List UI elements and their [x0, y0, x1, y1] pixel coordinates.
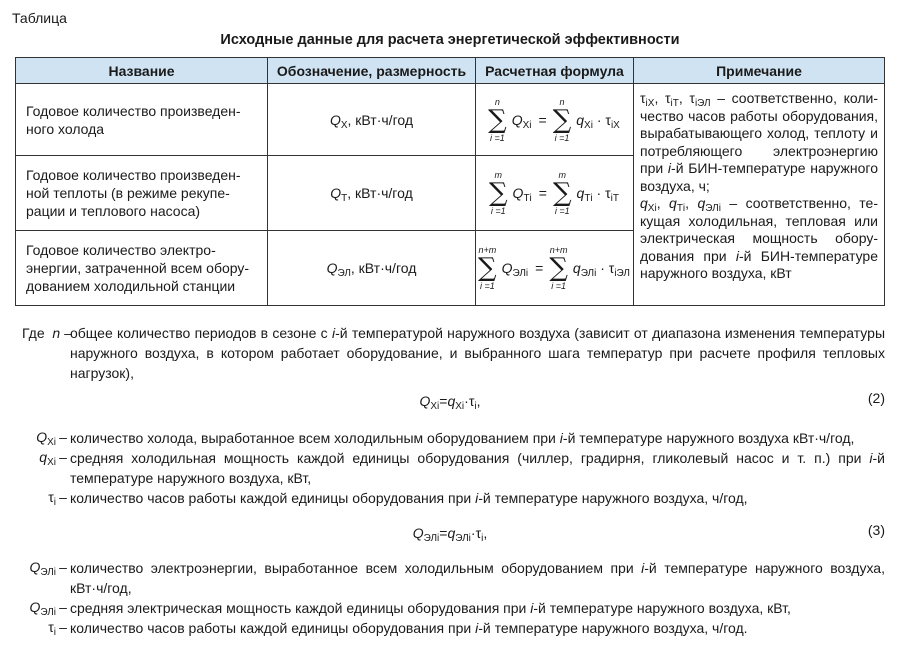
definitions-3 — [0, 558, 885, 638]
row-formula: n ∑ i =1 $Q_{Хi}$ = n ∑ i =1 $q_{Хi} \cdot \tau_{iХ}$ — [476, 84, 634, 156]
equation-2-number: (2) — [867, 390, 885, 406]
row-name: Годовое количество электроэнергии, затраченной всем оборудованием холодильной станции — [16, 231, 268, 306]
row-symbol: $Q_{ЭЛ}$, кВт·ч/год — [268, 231, 476, 306]
table-label: Таблица — [12, 10, 67, 26]
table-row — [16, 84, 885, 156]
sum-symbol: n ∑ i =1 — [488, 96, 507, 143]
header-formula: Расчетная формула — [476, 58, 634, 84]
row-formula: m ∑ i =1 $Q_{Тi}$ = m ∑ i =1 $q_{Тi} \cdot \tau_{iТ}$ — [476, 156, 634, 231]
row-symbol: $Q_Х$, кВт·ч/год — [268, 84, 476, 156]
row-name: Годовое количество произведенной теплоты (в режиме рекуперации и теплового насоса) — [16, 156, 268, 231]
header-name: Название — [16, 58, 268, 84]
row-name: Годовое количество произведенного холода — [16, 84, 268, 156]
definition-item: $Q_{ЭЛi}$ – количество электроэнергии, выработанное всем холодильным оборудованием при i-й температуре наружного воздуха, кВт·ч/год, — [29, 559, 885, 596]
header-note: Примечание — [634, 58, 885, 84]
table-title: Исходные данные для расчета энергетической эффективности — [220, 32, 680, 48]
definition-item: $\tau_i$ – количество часов работы каждой единицы оборудования при i-й температуре наружного воздуха, ч/год. — [48, 619, 748, 638]
where-label: Где n – — [22, 325, 72, 341]
definition-item: $Q_{ЭЛi}$ – средняя электрическая мощность каждой единицы оборудования при i-й температуре наружного воздуха, кВт, — [29, 599, 791, 618]
note-cell: $\tau_{iХ}$, $\tau_{iТ}$, $\tau_{iЭЛ}$ – соответственно, количество часов работы оборудования, вырабатывающего холод, теплоту и потребляющего электроэнергию при i-й БИН-температуре наружного воздуха, ч; $q_{Хi}$, $q_{Тi}$, $q_{ЭЛi}$ – соответственно, текущая холодильная, тепловая или электрическая мощность оборудования при i-й БИН-температуре наружного воздуха, кВт — [634, 84, 885, 306]
definition-item: $q_{Хi}$ – средняя холодильная мощность каждой единицы оборудования (чиллер, градирня, гликолевый насос и т. п.) при i-й температуре наружного воздуха, кВт, — [39, 449, 885, 486]
equation-3-number: (3) — [867, 522, 885, 538]
definition-item: $\tau_i$ – количество часов работы каждой единицы оборудования при i-й температуре наружного воздуха, ч/год, — [48, 489, 748, 508]
definitions-2 — [0, 428, 885, 508]
equation-2: $Q_{Хi}=q_{Хi}\cdot\tau_i$, — [419, 393, 481, 412]
definition-item: $Q_{Хi}$ – количество холода, выработанное всем холодильным оборудованием при i-й температуре наружного воздуха кВт·ч/год, — [36, 429, 855, 448]
header-symbol: Обозначение, размерность — [268, 58, 476, 84]
row-formula: n+m ∑ i =1 $Q_{ЭЛi}$ = n+m ∑ i =1 $q_{ЭЛi} \cdot \tau_{iЭЛ}$ — [476, 231, 634, 306]
table-header-row — [16, 58, 885, 84]
row-symbol: $Q_Т$, кВт·ч/год — [268, 156, 476, 231]
n-definition: общее количество периодов в сезоне с i-й температурой наружного воздуха (зависит от диапазона изменения температуры наружного воздуха, в котором работает оборудование, и выбранного шага температур при расчете профиля тепловых нагрузок), — [70, 325, 886, 381]
equation-3: $Q_{ЭЛi}=q_{ЭЛi}\cdot\tau_i$, — [412, 525, 488, 544]
data-table — [15, 57, 885, 306]
